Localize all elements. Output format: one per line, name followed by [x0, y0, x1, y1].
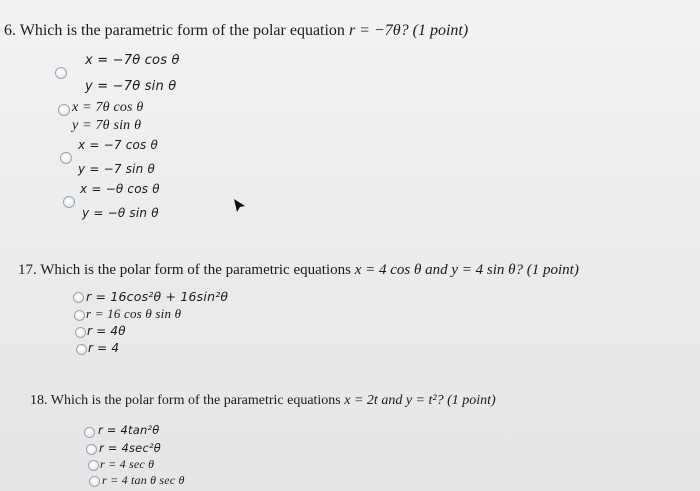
question-18-text: Which is the polar form of the parametric equations [50, 393, 341, 408]
radio-button[interactable] [60, 152, 72, 164]
question-18-prompt [30, 393, 496, 409]
radio-button[interactable] [84, 427, 95, 438]
question-17-points: (1 point) [526, 262, 579, 278]
question-17-number: 17. [18, 262, 37, 278]
question-18-points: (1 point) [447, 393, 496, 408]
radio-button[interactable] [88, 460, 99, 471]
option-a-line-1: x = −7θ cos θ [85, 53, 180, 68]
question-6-prompt [4, 22, 468, 40]
question-6-math: r = −7θ? [348, 22, 409, 39]
option-d-line-2: y = −θ sin θ [82, 206, 159, 220]
radio-button[interactable] [89, 476, 100, 487]
question-6-points: (1 point) [412, 22, 469, 39]
question-6-number: 6. [4, 22, 16, 39]
option-d-line-1: x = −θ cos θ [80, 182, 160, 196]
radio-button[interactable] [63, 196, 75, 208]
option-a-line-2: y = −7θ sin θ [85, 79, 177, 94]
option-c-line-2: y = −7 sin θ [78, 162, 156, 176]
option-b-line-1: x = 7θ cos θ [72, 100, 144, 115]
question-17-prompt [18, 262, 579, 279]
radio-button[interactable] [86, 444, 97, 455]
radio-button[interactable] [74, 310, 85, 321]
mouse-cursor-icon [233, 198, 247, 214]
option-b-line-1: r = 16 cos θ sin θ [86, 306, 182, 321]
question-18-math: x = 2t and y = t²? [344, 393, 444, 408]
option-c-line-1: r = 4 sec θ [100, 457, 155, 471]
question-17-text: Which is the polar form of the parametric equations [40, 262, 351, 278]
question-17-math: x = 4 cos θ and y = 4 sin θ? [354, 262, 524, 278]
radio-button[interactable] [76, 344, 87, 355]
option-b-line-1: r = 4sec²θ [99, 441, 162, 455]
option-b-line-2: y = 7θ sin θ [72, 118, 142, 133]
radio-button[interactable] [73, 292, 84, 303]
option-c-line-1: x = −7 cos θ [78, 138, 159, 152]
option-c-line-1: r = 4θ [87, 324, 126, 338]
option-a-line-1: r = 16cos²θ + 16sin²θ [86, 289, 229, 304]
question-6-text: Which is the parametric form of the polar equation [19, 22, 345, 39]
option-a-line-1: r = 4tan²θ [98, 423, 160, 437]
radio-button[interactable] [58, 104, 70, 116]
option-d-line-1: r = 4 tan θ sec θ [102, 473, 185, 487]
radio-button[interactable] [55, 67, 67, 79]
question-18-number: 18. [30, 393, 48, 408]
radio-button[interactable] [75, 327, 86, 338]
option-d-line-1: r = 4 [88, 341, 120, 355]
